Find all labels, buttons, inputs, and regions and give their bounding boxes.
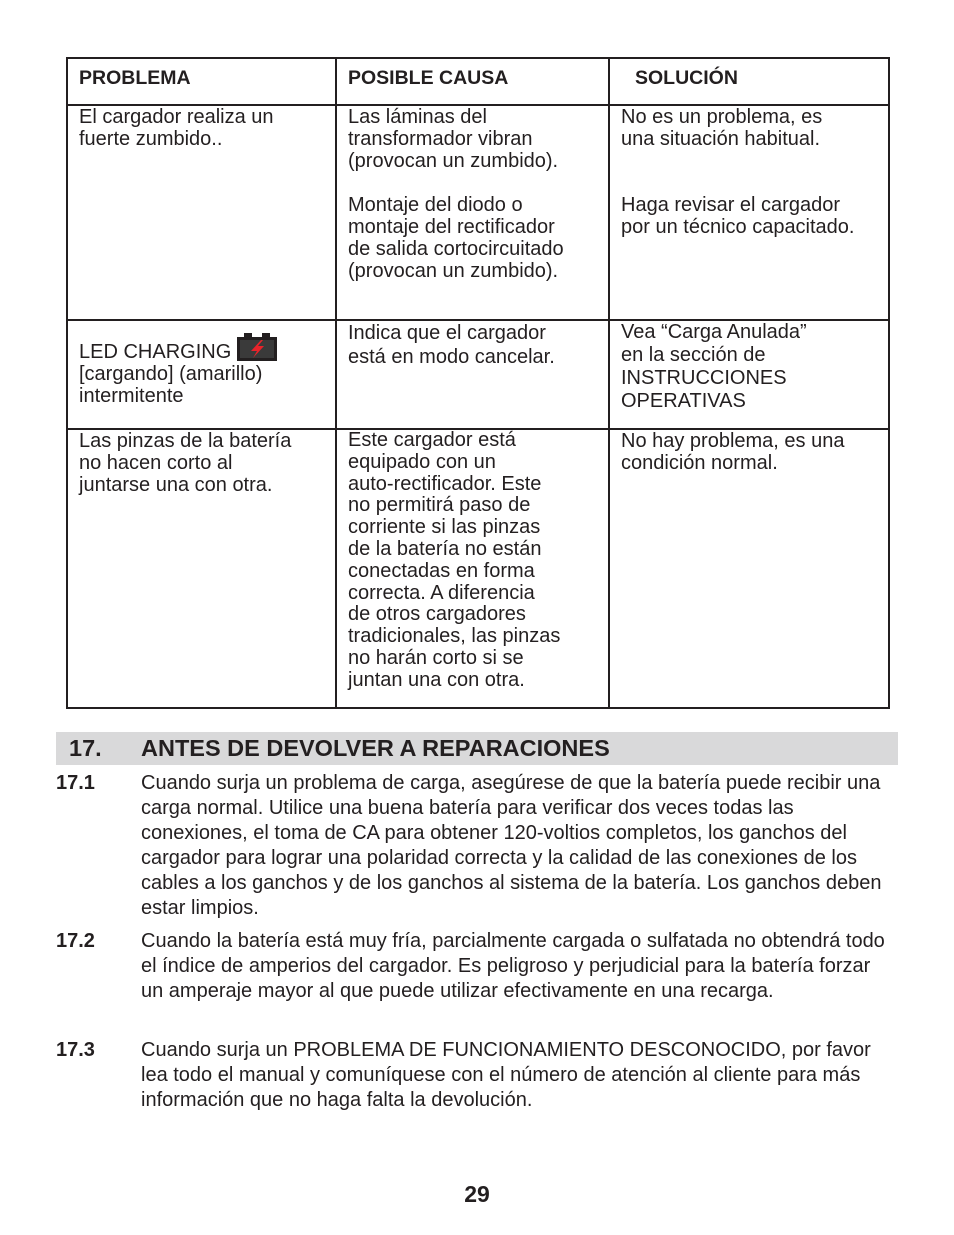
problem-cell [67, 320, 336, 429]
cause-cell [336, 105, 609, 320]
section-title: ANTES DE DEVOLVER A REPARACIONES [141, 735, 610, 761]
solution-text: No es un problema, es una situación habitual. [621, 106, 823, 150]
problem-cell [67, 105, 336, 320]
table-row [67, 429, 889, 708]
table-row [67, 105, 889, 320]
problem-text: El cargador realiza un fuerte zumbido.. [79, 106, 274, 150]
page-number: 29 [464, 1181, 490, 1207]
cause-text: Las láminas del transformador vibran (provocan un zumbido). [348, 106, 559, 172]
header-cause: POSIBLE CAUSA [336, 58, 609, 105]
solution-text: Vea “Carga Anulada” en la sección de INSTRUCCIONES OPERATIVAS [621, 321, 807, 412]
led-label: LED CHARGING [79, 341, 232, 363]
problem-text: [cargando] (amarillo) intermitente [79, 363, 263, 407]
solution-cell [609, 320, 889, 429]
problem-text: Las pinzas de la batería no hacen corto al juntarse una con otra. [79, 430, 292, 496]
item-number: 17.2 [56, 930, 95, 952]
cause-cell [336, 320, 609, 429]
troubleshooting-table [66, 57, 890, 709]
header-problem: PROBLEMA [67, 58, 336, 105]
solution-text: No hay problema, es una condición normal. [621, 430, 845, 474]
cause-cell [336, 429, 609, 708]
table-header-row [67, 58, 889, 105]
led-line [79, 333, 327, 363]
solution-cell [609, 105, 889, 320]
problem-cell [67, 429, 336, 708]
cause-text: Montaje del diodo o montaje del rectificador de salida cortocircuitado (provocan un zumbido). [348, 194, 564, 282]
item-text: Cuando surja un PROBLEMA DE FUNCIONAMIENTO DESCONOCIDO, por favor lea todo el manual y comuníquese con el número de atención al cliente para más información que no haga falta la devolución. [141, 1039, 871, 1111]
item-number: 17.3 [56, 1039, 95, 1061]
solution-cell [609, 429, 889, 708]
cause-text: Este cargador está equipado con un auto-rectificador. Este no permitirá paso de corriente si las pinzas de la batería no están conectadas en forma correcta. A diferencia de otros cargadores tradicionales, las pinzas no harán corto si se juntan una con otra. [348, 429, 561, 691]
item-number: 17.1 [56, 772, 95, 794]
battery-charging-icon [237, 333, 277, 359]
solution-text: Haga revisar el cargador por un técnico capacitado. [621, 194, 855, 238]
item-text: Cuando surja un problema de carga, asegúrese de que la batería puede recibir una carga normal. Utilice una buena batería para verificar dos veces todas las conexiones, el toma de CA para obtener 120-voltios completos, los ganchos del cargador para lograr una polaridad correcta y la calidad de las conexiones de los cables a los ganchos y de los ganchos al sistema de la batería. Los ganchos deben estar limpios. [141, 772, 882, 919]
section-number: 17. [69, 735, 102, 761]
header-solution: SOLUCIÓN [609, 58, 889, 105]
item-text: Cuando la batería está muy fría, parcialmente cargada o sulfatada no obtendrá todo el índice de amperios del cargador. Es peligroso y perjudicial para la batería forzar un amperaje mayor al que puede utilizar efectivamente en una recarga. [141, 930, 885, 1002]
table-row [67, 320, 889, 429]
cause-text: Indica que el cargador está en modo cancelar. [348, 322, 555, 368]
